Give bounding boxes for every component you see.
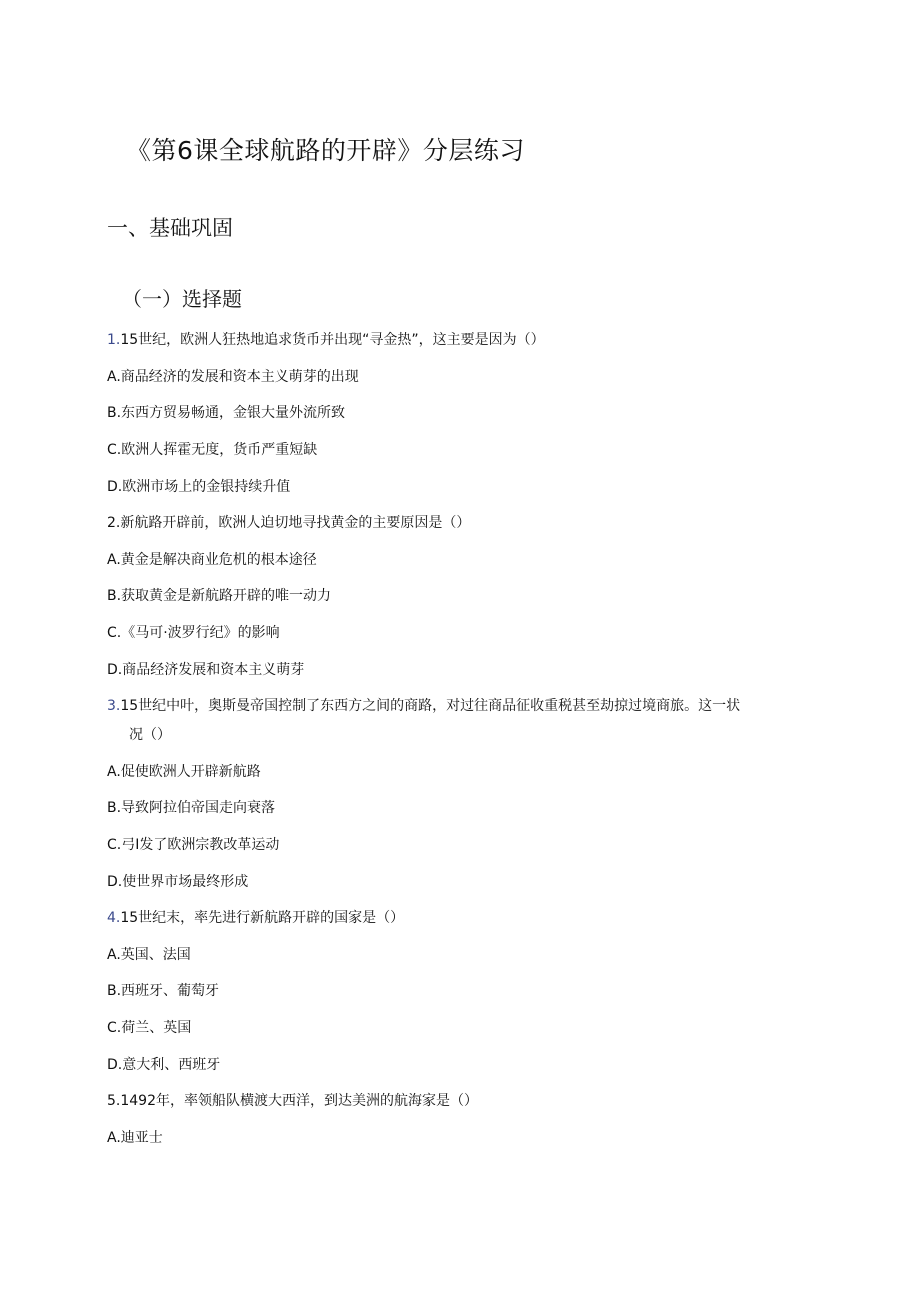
question-4-option-c: C.荷兰、英国 [107,1020,192,1036]
subsection-heading: （一）选择题 [122,287,242,311]
question-number: 1. [107,332,121,348]
question-3-option-c: C.弓I发了欧洲宗教改革运动 [107,837,280,853]
question-1-option-b: B.东西方贸易畅通，金银大量外流所致 [107,405,346,421]
question-3-option-d: D.使世界市场最终形成 [107,874,249,890]
question-number: 3. [107,698,121,714]
question-1-stem [107,329,545,351]
question-3-stem-continuation: 况（） [129,727,171,743]
question-3-option-a: A.促使欧洲人开辟新航路 [107,764,261,780]
document-title: 《第6课全球航路的开辟》分层练习 [126,136,525,165]
question-2-option-d: D.商品经济发展和资本主义萌芽 [107,662,305,678]
question-1-option-d: D.欧洲市场上的金银持续升值 [107,479,291,495]
question-number: 2. [107,515,121,531]
question-number: 5. [107,1093,121,1109]
question-4-option-d: D.意大利、西班牙 [107,1057,221,1073]
section-heading: 一、基础巩固 [107,216,233,240]
question-2-option-b: B.获取黄金是新航路开辟的唯一动力 [107,588,332,604]
question-4-option-a: A.英国、法国 [107,947,191,963]
question-3-option-b: B.导致阿拉伯帝国走向衰落 [107,800,276,816]
question-4-option-b: B.西班牙、葡萄牙 [107,983,220,999]
question-2-option-c: C.《马可·波罗行纪》的影响 [107,625,280,641]
question-1-option-a: A.商品经济的发展和资本主义萌芽的出现 [107,369,359,385]
question-number: 4. [107,910,121,926]
question-text: 新航路开辟前，欧洲人迫切地寻找黄金的主要原因是（） [120,515,471,531]
question-2-stem [107,512,470,534]
question-5-option-a: A.迪亚士 [107,1130,163,1146]
question-2-option-a: A.黄金是解决商业危机的根本途径 [107,552,317,568]
question-text: 15世纪，欧洲人狂热地追求货币并出现“寻金热”，这主要是因为（） [120,332,545,348]
question-text: 1492年，率领船队横渡大西洋，到达美洲的航海家是（） [120,1093,478,1109]
question-text: 15世纪中叶，奥斯曼帝国控制了东西方之间的商路，对过往商品征收重税甚至劫掠过境商旅。这一状 [120,698,741,714]
question-1-option-c: C.欧洲人挥霍无度，货币严重短缺 [107,442,318,458]
question-4-stem [107,907,404,929]
question-3-stem [107,695,740,717]
question-5-stem [107,1090,478,1112]
question-text: 15世纪末，率先进行新航路开辟的国家是（） [120,910,405,926]
